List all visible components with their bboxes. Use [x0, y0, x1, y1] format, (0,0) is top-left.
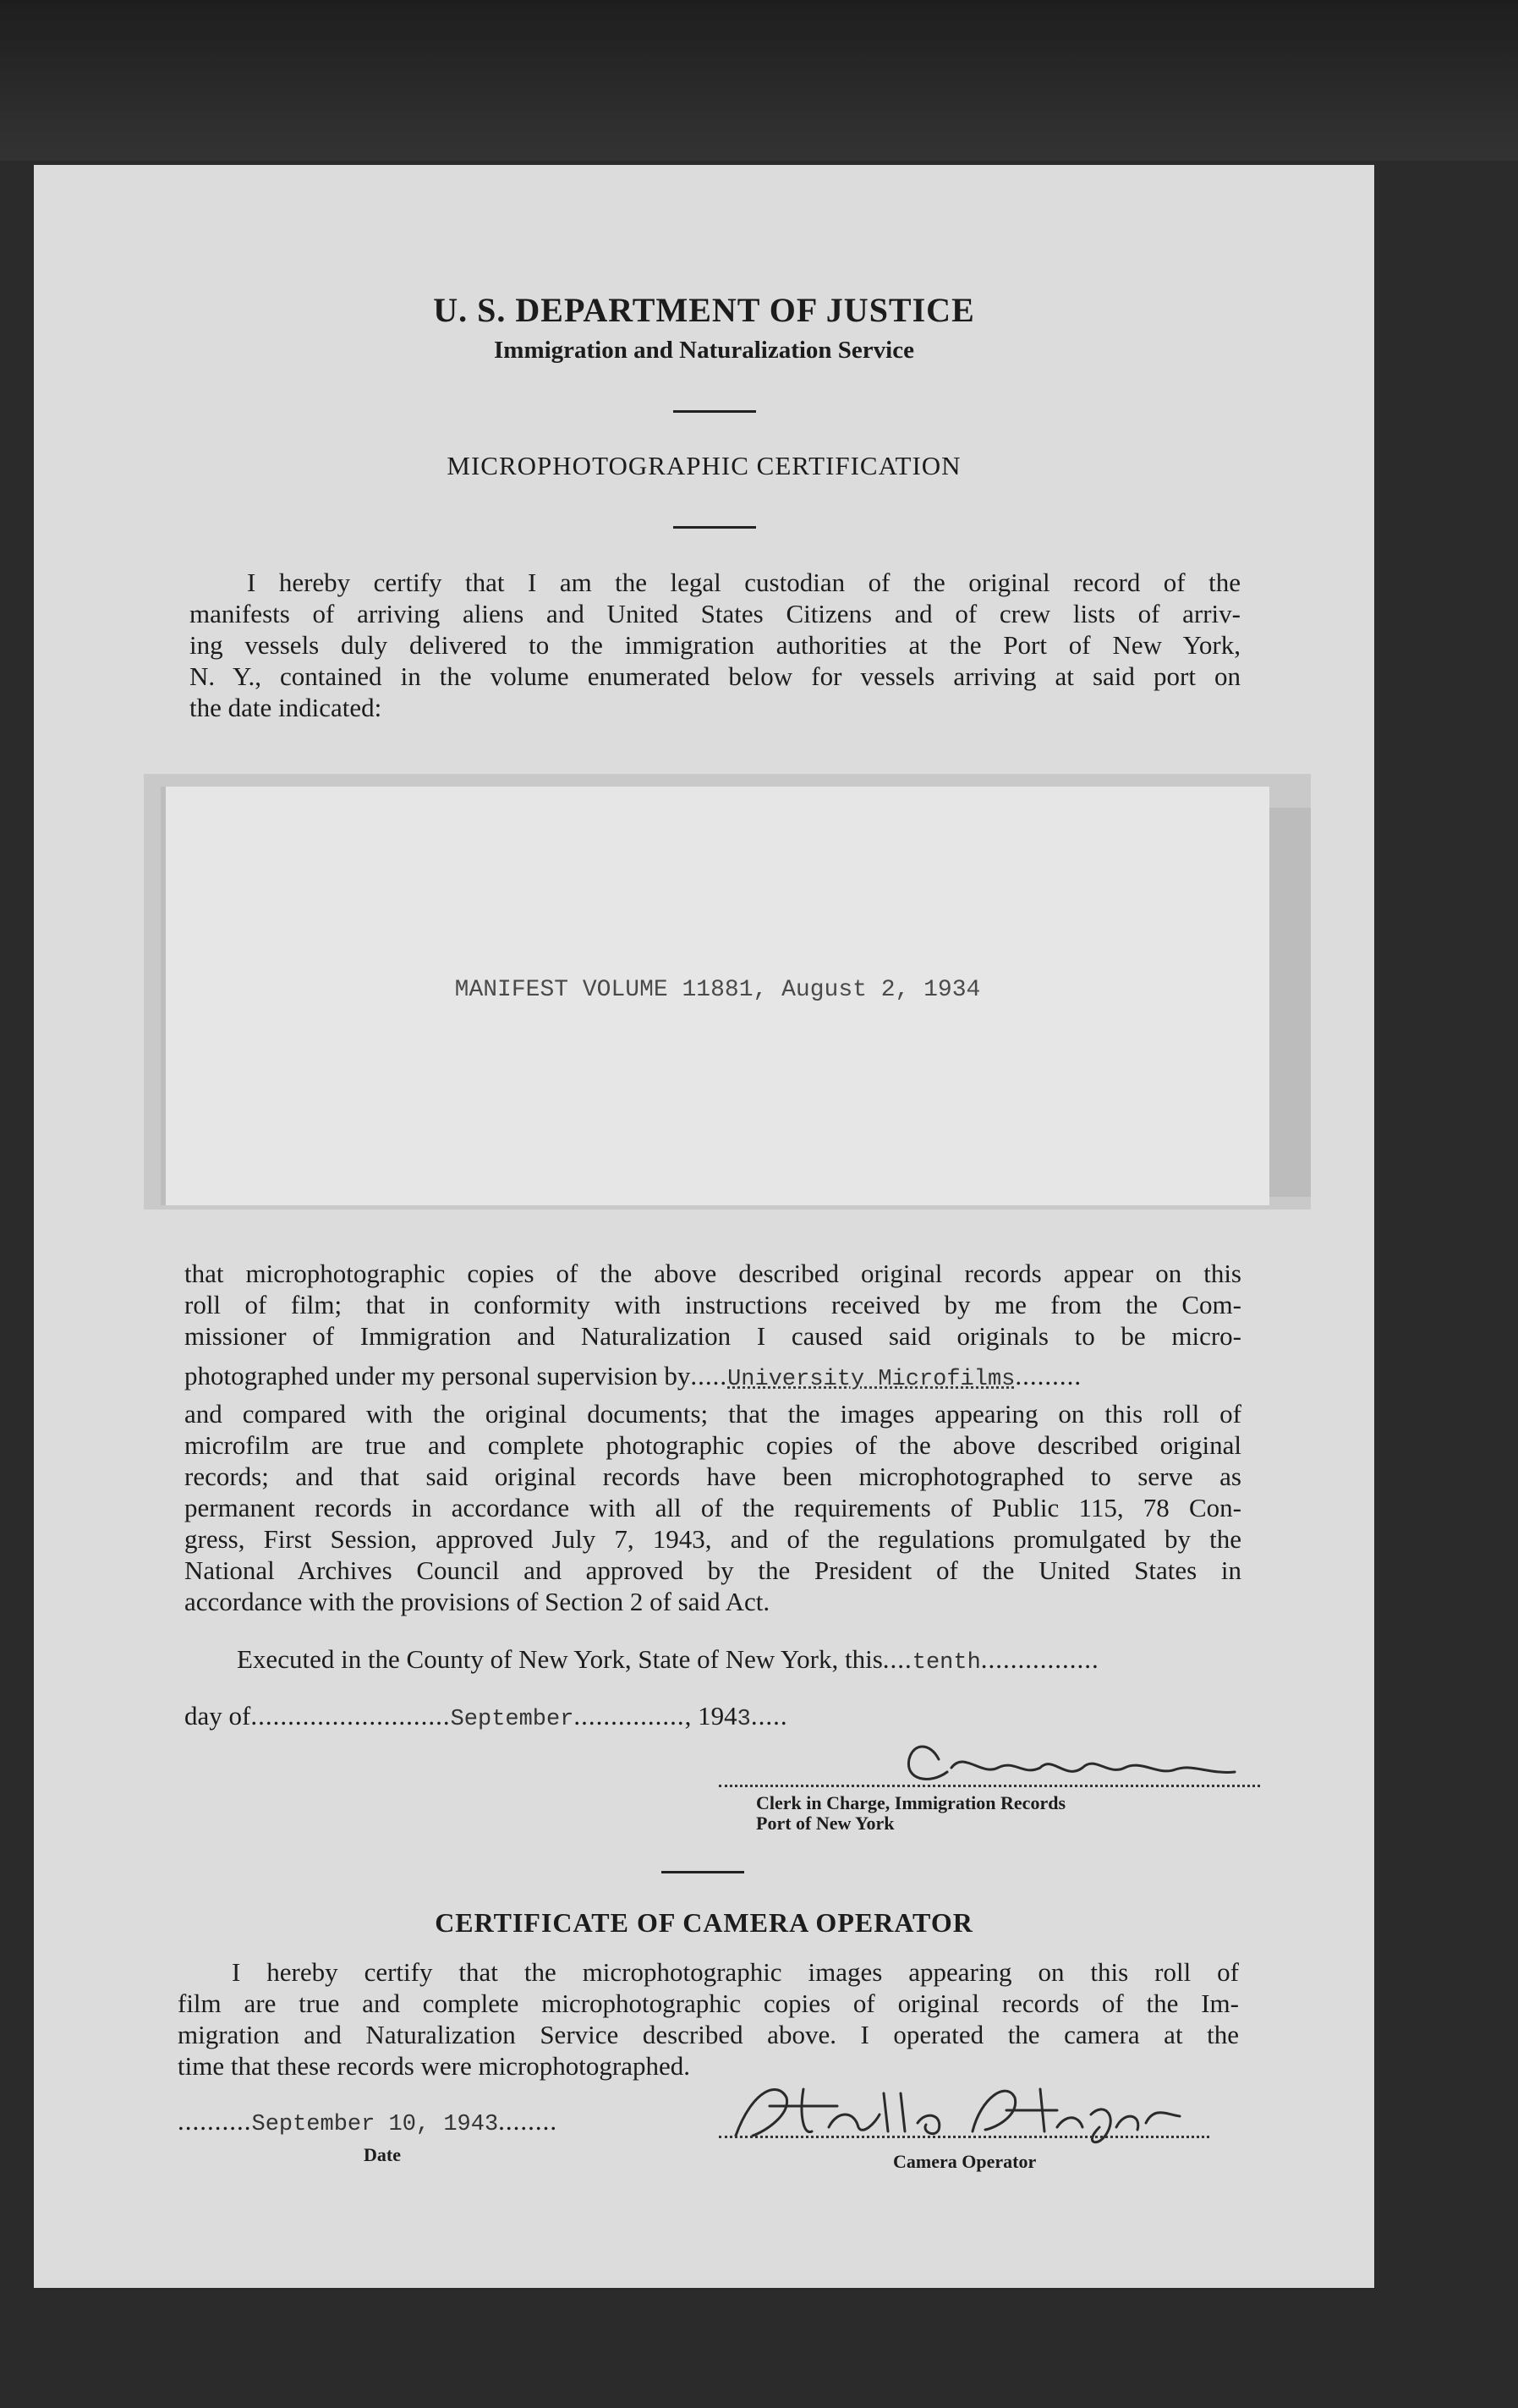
body-line: roll of film; that in conformity with instructions received by me from the Com- [184, 1290, 1241, 1319]
year-digit: 3 [737, 1707, 751, 1732]
operator-line: time that these records were microphotographed. [178, 2051, 690, 2081]
clerk-title-line: Port of New York [756, 1813, 895, 1834]
intro-paragraph [189, 567, 1241, 723]
year-prefix: , 194 [684, 1701, 737, 1731]
department-heading: U. S. DEPARTMENT OF JUSTICE [433, 291, 975, 329]
executed-line [237, 1643, 1252, 1679]
signature-line [719, 2136, 1209, 2138]
operator-date-value: September 10, 1943 [251, 2112, 499, 2137]
dotted-leader: ........................... [250, 1701, 451, 1731]
operator-date [178, 2105, 651, 2141]
signature-line [719, 1785, 1260, 1787]
body-line: gress, First Session, approved July 7, 1943, and of the regulations promulgated by the [184, 1524, 1241, 1554]
operator-line: migration and Naturalization Service described above. I operated the camera at the [178, 2020, 1239, 2049]
film-border [0, 0, 1518, 161]
photographer-name: University Microfilms [727, 1367, 1016, 1392]
divider [673, 410, 756, 413]
body-line: National Archives Council and approved by the President of the United States in [184, 1555, 1241, 1585]
month-year-line [184, 1700, 827, 1736]
operator-paragraph [178, 1956, 1239, 2082]
dotted-leader: ..... [750, 1701, 788, 1731]
clerk-title [756, 1793, 1066, 1834]
certification-title: MICROPHOTOGRAPHIC CERTIFICATION [447, 451, 962, 480]
dotted-leader: ......... [1015, 1361, 1082, 1390]
dotted-leader: ..... [690, 1361, 728, 1390]
intro-line: N. Y., contained in the volume enumerated below for vessels arriving at said port on [189, 661, 1241, 691]
manifest-volume-text: MANIFEST VOLUME 11881, August 2, 1934 [454, 977, 981, 1003]
certificate-sheet [34, 165, 1374, 2288]
body-line: records; and that said original records have been microphotographed to serve as [184, 1462, 1241, 1491]
body-line: missioner of Immigration and Naturalization I caused said originals to be micro- [184, 1321, 1241, 1351]
body-paragraph [184, 1398, 1241, 1617]
executed-day: tenth [912, 1650, 981, 1676]
body-line: accordance with the provisions of Section 2 of said Act. [184, 1587, 770, 1616]
executed-prefix: Executed in the County of New York, State of New York, this [237, 1644, 883, 1674]
divider [661, 1871, 744, 1873]
intro-line: ing vessels duly delivered to the immigration authorities at the Port of New York, [189, 630, 1241, 660]
dotted-leader: ................ [980, 1644, 1099, 1674]
dotted-leader: ............... [573, 1701, 685, 1731]
body-line: microfilm are true and complete photographic copies of the above described original [184, 1430, 1241, 1460]
operator-line: I hereby certify that the microphotographic images appearing on this roll of [232, 1957, 1239, 1987]
intro-line: manifests of arriving aliens and United States Citizens and of crew lists of arriv- [189, 599, 1241, 628]
body-paragraph [184, 1258, 1241, 1352]
photographed-by-line [184, 1360, 1241, 1396]
card-edge [1264, 808, 1311, 1197]
clerk-title-line: Clerk in Charge, Immigration Records [756, 1792, 1066, 1813]
dotted-leader: .......... [178, 2106, 252, 2136]
manifest-card [161, 787, 1269, 1205]
camera-operator-signature [719, 2064, 1192, 2157]
intro-line: I hereby certify that I am the legal custodian of the original record of the [247, 568, 1241, 597]
operator-line: film are true and complete microphotographic copies of original records of the Im- [178, 1988, 1239, 2018]
divider [673, 526, 756, 529]
body-line: and compared with the original documents; that the images appearing on this roll of [184, 1399, 1241, 1429]
day-of-label: day of [184, 1701, 251, 1731]
service-subheading: Immigration and Naturalization Service [494, 337, 914, 364]
dotted-leader: ........ [498, 2106, 558, 2136]
body-line: permanent records in accordance with all of the requirements of Public 115, 78 Con- [184, 1493, 1241, 1522]
date-label: Date [364, 2144, 401, 2165]
photographed-prefix: photographed under my personal supervision by [184, 1361, 691, 1390]
executed-month: September [450, 1707, 574, 1732]
intro-line: the date indicated: [189, 693, 382, 722]
dotted-leader: .... [882, 1644, 912, 1674]
operator-certificate-title: CERTIFICATE OF CAMERA OPERATOR [435, 1907, 973, 1938]
camera-operator-label: Camera Operator [893, 2151, 1037, 2172]
body-line: that microphotographic copies of the above described original records appear on this [184, 1259, 1241, 1288]
